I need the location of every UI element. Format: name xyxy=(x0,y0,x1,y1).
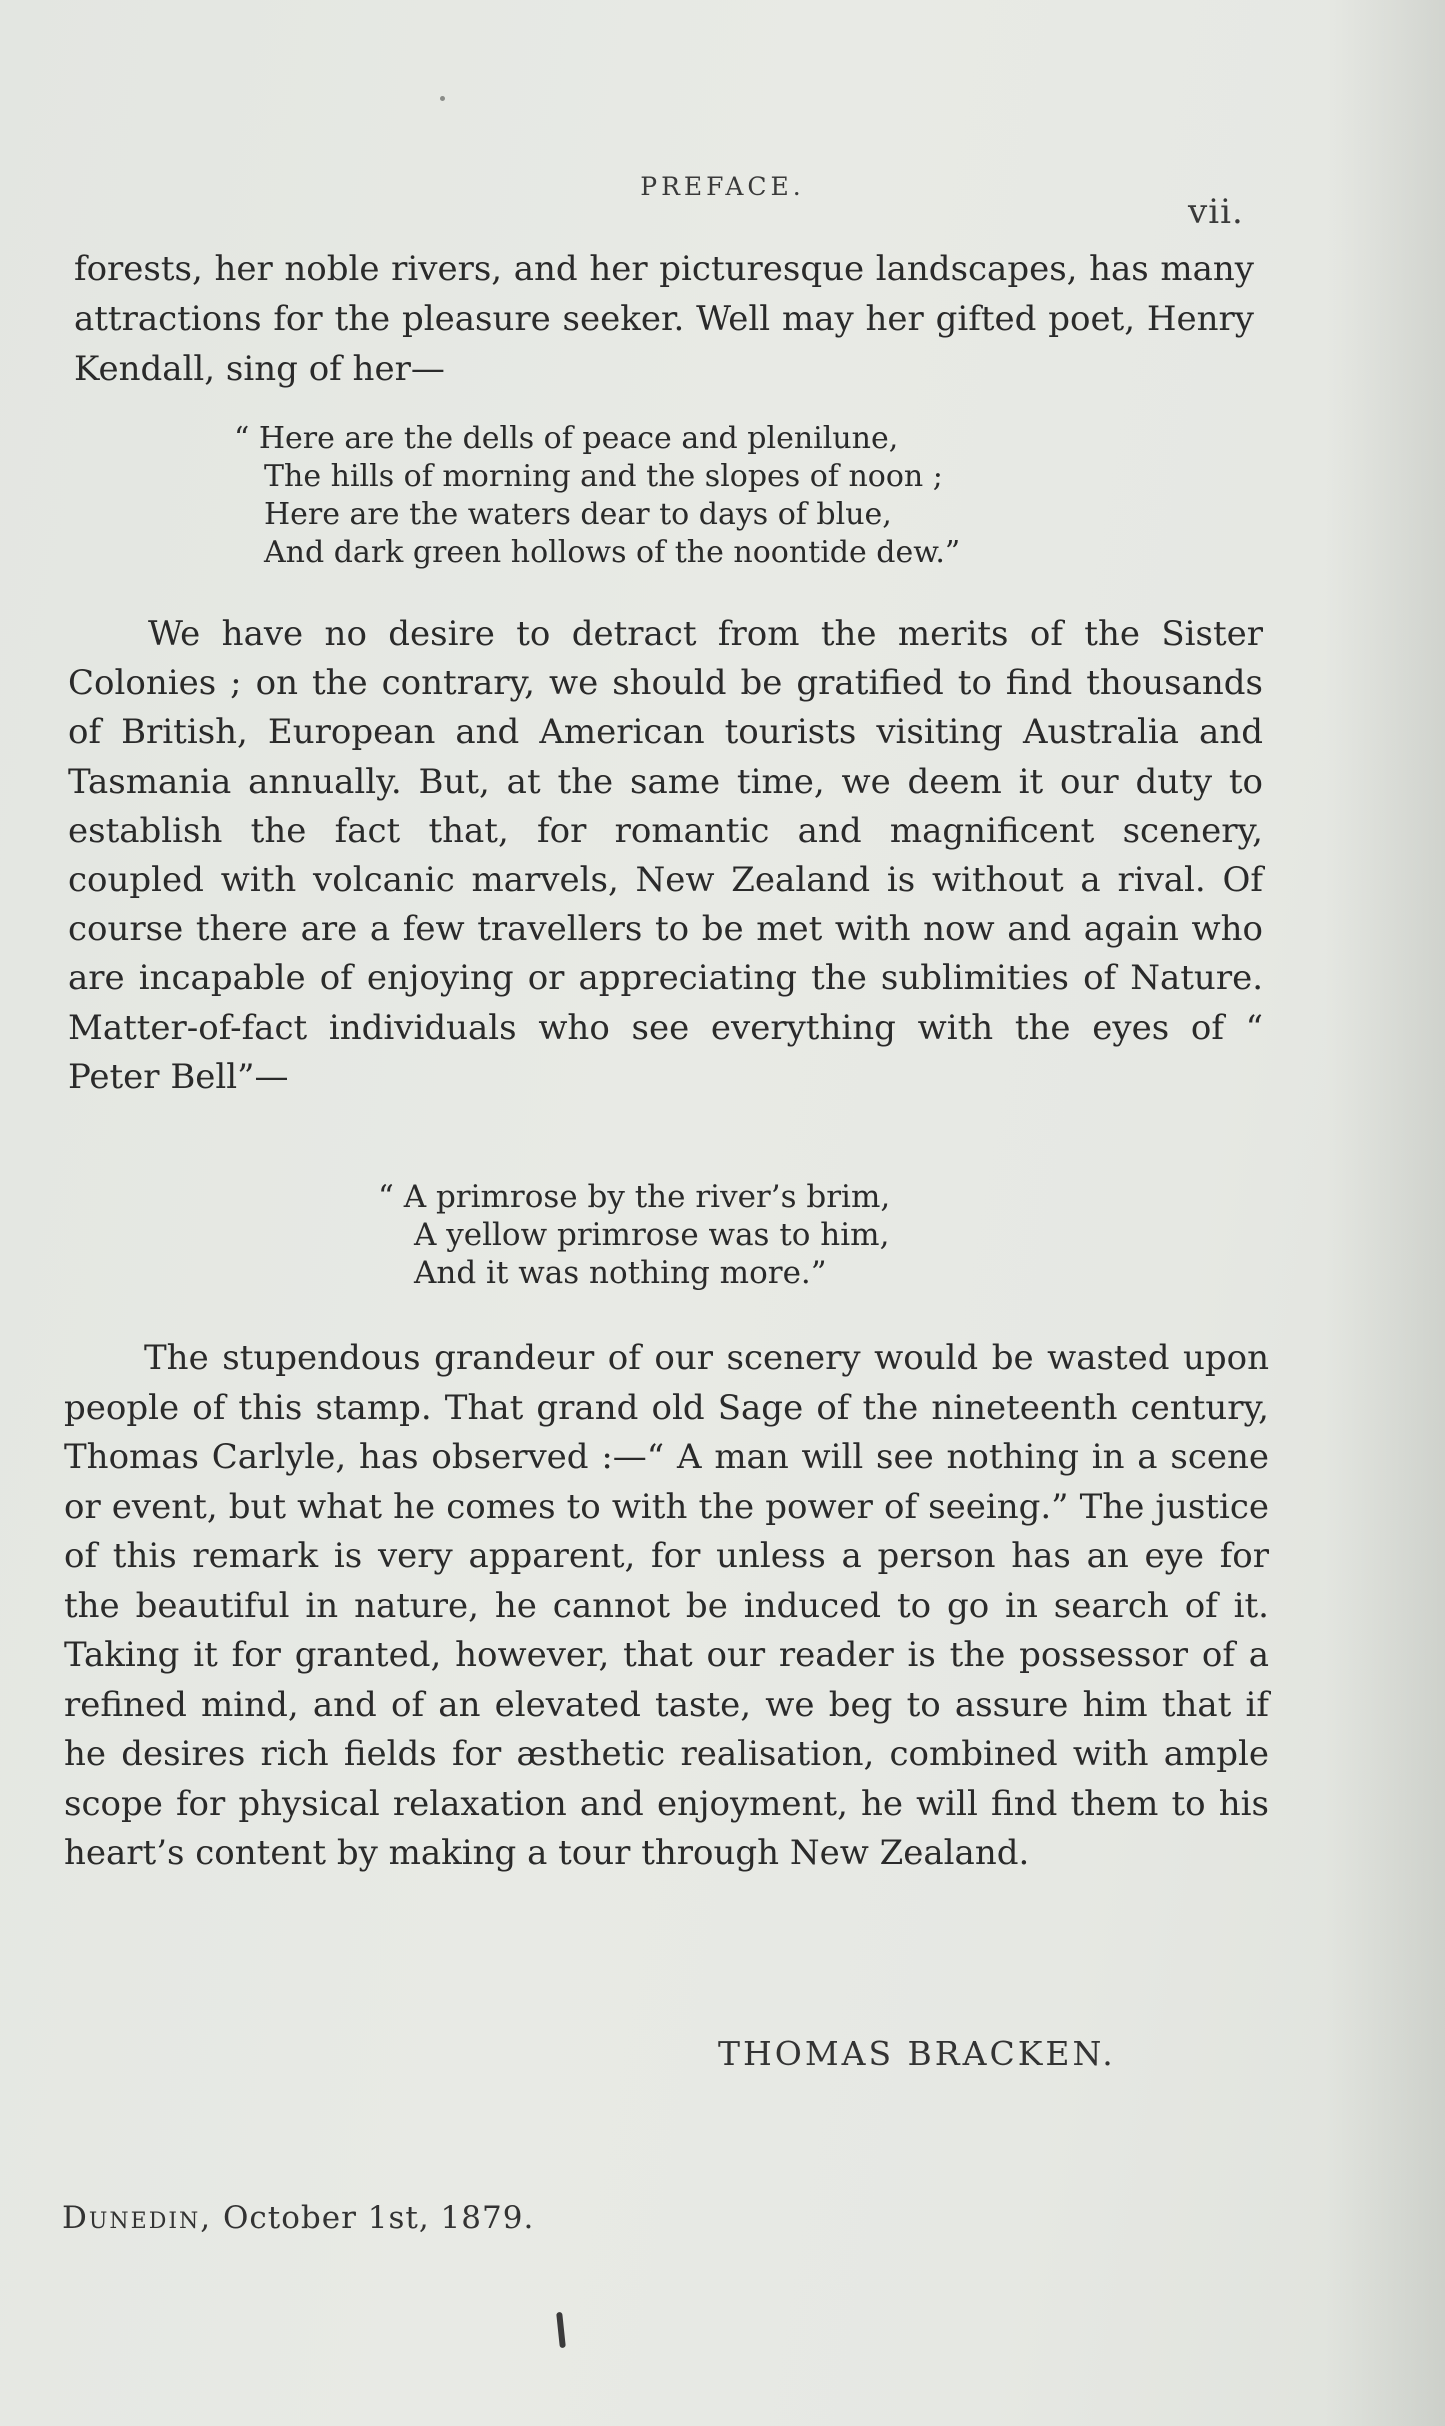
verse-line: Here are the waters dear to days of blue, xyxy=(264,497,892,532)
peter-bell-verse xyxy=(378,1178,890,1292)
dateline-date: October 1st, 1879. xyxy=(223,2200,535,2236)
ink-mark xyxy=(556,2312,566,2348)
running-head: PREFACE. xyxy=(640,172,805,201)
verse-line: And dark green hollows of the noontide dew.” xyxy=(264,535,961,570)
kendall-verse xyxy=(234,420,960,572)
verse-line: “ A primrose by the river’s brim, xyxy=(378,1179,891,1215)
author-signature: THOMAS BRACKEN. xyxy=(718,2034,1116,2073)
paper-speck xyxy=(440,96,445,101)
paragraph-2: We have no desire to detract from the merits of the Sister Colonies ; on the contrary, we should be gratified to find thousands of British, European and American tourists visiting Australia and Tasmania annually. But, at the same time, we deem it our duty to establish the fact that, for romantic and magnificent scenery, coupled with volcanic marvels, New Zealand is without a rival. Of course there are a few travellers to be met with now and again who are incapable of enjoying or appreciating the sublimities of Nature. Matter-of-fact individuals who see everything with the eyes of “ Peter Bell”— xyxy=(68,614,1263,1097)
paragraph-1: forests, her noble rivers, and her picturesque landscapes, has many attractions for the pleasure seeker. Well may her gifted poet, Henry Kendall, sing of her— xyxy=(74,249,1254,389)
verse-line: And it was nothing more.” xyxy=(414,1255,827,1291)
verse-line: The hills of morning and the slopes of noon ; xyxy=(264,459,943,494)
dateline xyxy=(62,2200,534,2236)
verse-line: A yellow primrose was to him, xyxy=(414,1217,890,1253)
dateline-place: Dunedin, xyxy=(62,2200,213,2236)
page-number: vii. xyxy=(1188,192,1244,232)
verse-line: “ Here are the dells of peace and plenilune, xyxy=(234,421,899,456)
paragraph-3: The stupendous grandeur of our scenery would be wasted upon people of this stamp. That grand old Sage of the nineteenth century, Thomas Carlyle, has observed :—“ A man will see nothing in a scene or event, but what he comes to with the power of seeing.” The justice of this remark is very apparent, for unless a person has an eye for the beautiful in nature, he cannot be induced to go in search of it. Taking it for granted, however, that our reader is the possessor of a refined mind, and of an elevated taste, we beg to assure him that if he desires rich fields for æsthetic realisation, combined with ample scope for physical relaxation and enjoyment, he will find them to his heart’s content by making a tour through New Zealand. xyxy=(64,1338,1269,1873)
